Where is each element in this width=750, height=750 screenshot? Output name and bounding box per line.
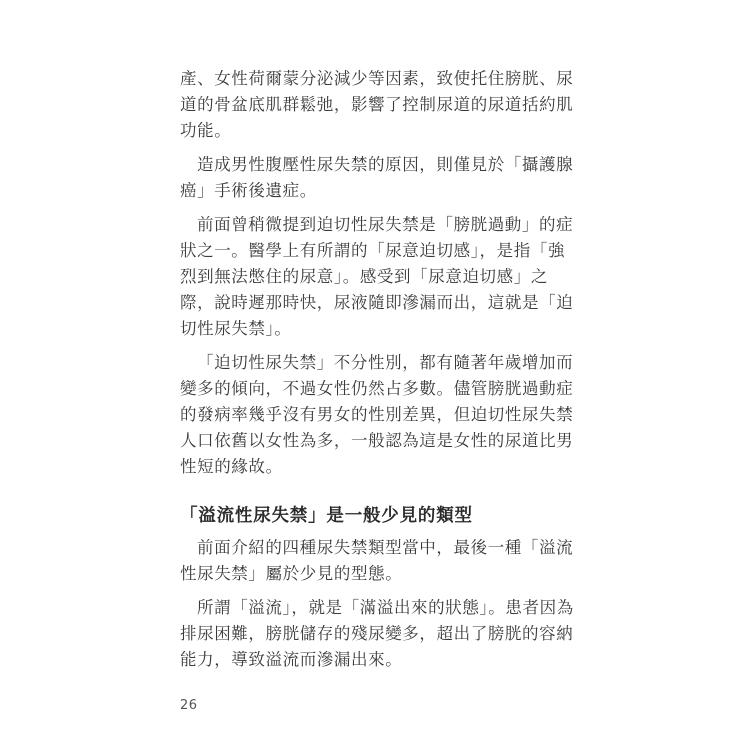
text-line: 「迫切性尿失禁」不分性別，都有隨著年歲增加而 [197,353,574,372]
paragraph-4 [180,350,574,480]
text-line: 前面介紹的四種尿失禁類型當中，最後一種「溢流 [197,538,574,557]
text-line: 人口依舊以女性為多，一般認為這是女性的尿道比男 [180,431,574,450]
paragraph-1 [180,66,574,144]
text-line: 產、女性荷爾蒙分泌減少等因素，致使托住膀胱、尿 [180,69,574,88]
page-number: 26 [180,698,198,713]
text-line: 性尿失禁」屬於少見的型態。 [180,564,403,583]
text-line: 的發病率幾乎沒有男女的性別差異，但迫切性尿失禁 [180,405,574,424]
text-line: 癌」手術後遺症。 [180,181,317,200]
text-line: 功能。 [180,121,232,140]
text-line: 切性尿失禁」。 [180,319,292,338]
text-line: 能力，導致溢流而滲漏出來。 [180,650,403,669]
section-heading: 「溢流性尿失禁」是一般少見的類型 [180,506,473,526]
text-line: 前面曾稍微提到迫切性尿失禁是「膀胱過動」的症 [197,215,574,234]
paragraph-2 [180,152,574,204]
text-line: 變多的傾向，不過女性仍然占多數。儘管膀胱過動症 [180,379,574,398]
text-line: 所謂「溢流」，就是「滿溢出來的狀態」。患者因為 [197,598,574,617]
text-line: 性短的緣故。 [180,457,283,476]
text-line: 烈到無法憋住的尿意」。感受到「尿意迫切感」之 [180,267,548,286]
text-line: 造成男性腹壓性尿失禁的原因，則僅見於「攝護腺 [197,155,574,174]
section-paragraph-2 [180,595,574,673]
text-line: 道的骨盆底肌群鬆弛，影響了控制尿道的尿道括約肌 [180,95,574,114]
body-text-block [180,66,574,673]
text-line: 排尿困難，膀胱儲存的殘尿變多，超出了膀胱的容納 [180,624,574,643]
section-paragraph-1 [180,535,574,587]
text-line: 狀之一。醫學上有所謂的「尿意迫切感」，是指「強 [180,241,566,260]
paragraph-3 [180,212,574,342]
text-line: 際，說時遲那時快，尿液隨即滲漏而出，這就是「迫 [180,293,574,312]
